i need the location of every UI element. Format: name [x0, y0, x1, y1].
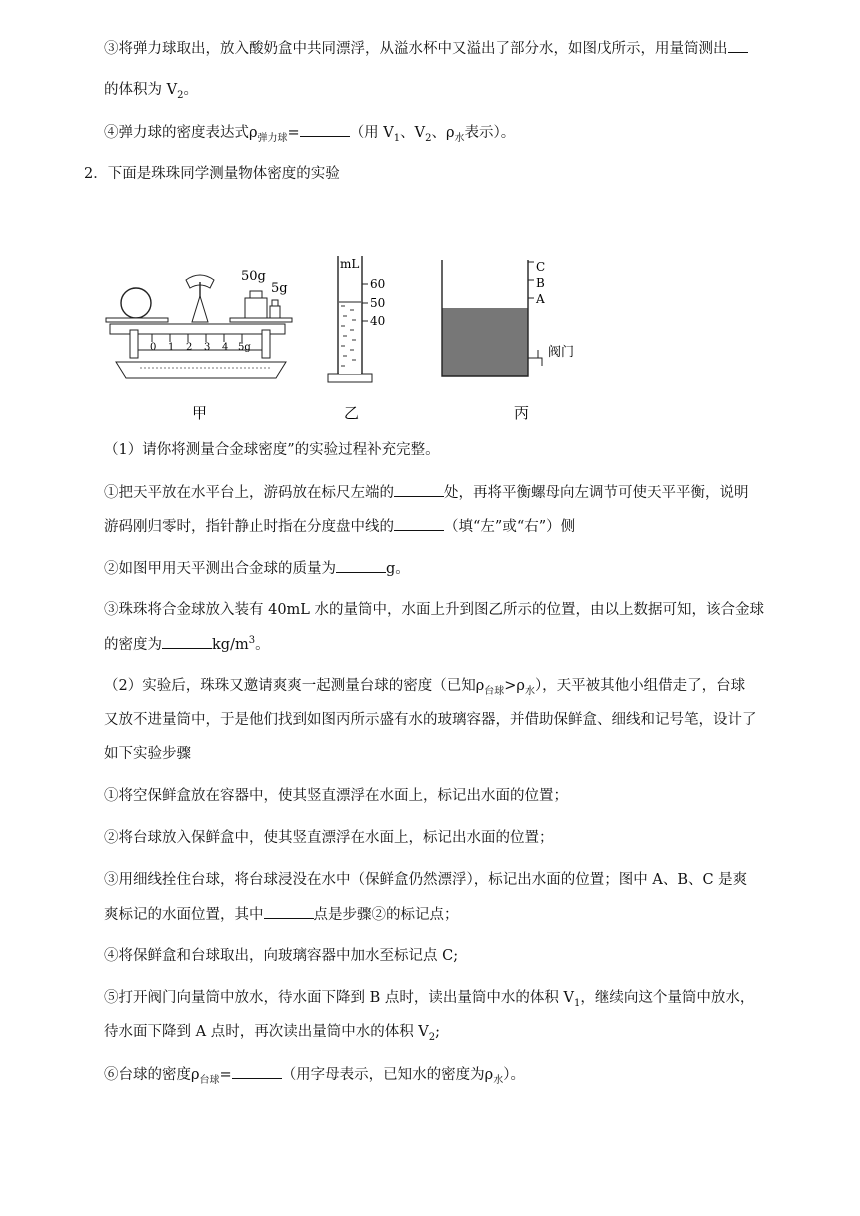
part1-title: （1）请你将测量合金球密度”的实验过程补充完整。 — [104, 442, 440, 458]
t2-line: ②将台球放入保鲜盒中，使其竖直漂浮在水面上，标记出水面的位置； — [104, 830, 554, 846]
part2-line3: 如下实验步骤 — [104, 746, 191, 762]
answer-blank[interactable] — [394, 516, 444, 531]
t3-line2: 爽标记的水面位置，其中 点是步骤②的标记点； — [104, 904, 459, 925]
t1-line: ①将空保鲜盒放在容器中，使其竖直漂浮在水面上，标记出水面的位置； — [104, 788, 568, 804]
mark-a: A — [536, 292, 545, 306]
mark-b: B — [536, 276, 545, 290]
step4-line: ④弹力球的密度表达式$\rho_{弹力球}=$ （用 $V_1$、$V_2$、$\rho_水$表示）。 — [104, 122, 515, 143]
cylinder-drawing — [328, 256, 385, 422]
scale-label-5g: 5g — [238, 342, 251, 353]
figure-svg — [100, 250, 580, 425]
t6-line: ⑥台球的密度$\rho_{台球}=$ （用字母表示，已知水的密度为$\rho_水$）。 — [104, 1064, 525, 1085]
t4-line: ④将保鲜盒和台球取出，向玻璃容器中加水至标记点 C; — [104, 948, 459, 964]
experiment-figure — [100, 250, 580, 425]
answer-blank[interactable] — [264, 904, 314, 919]
cylinder-mark-60: 60 — [370, 277, 386, 291]
step3-line1: ③将弹力球取出，放入酸奶盒中共同漂浮，从溢水杯中又溢出了部分水，如图戊所示，用量筒测出 — [104, 38, 748, 59]
caption-yi: 乙 — [344, 404, 360, 422]
cylinder-mark-40: 40 — [370, 314, 386, 328]
caption-jia: 甲 — [192, 404, 208, 422]
balance-drawing — [106, 269, 292, 422]
weight-50g-label: 50g — [241, 269, 266, 284]
t5-line1: ⑤打开阀门向量筒中放水，待水面下降到 B 点时，读出量筒中水的体积 $V_1$，继续向这个量筒中放水， — [104, 990, 755, 1009]
question-2-title: 2．下面是珠珠同学测量物体密度的实验 — [84, 166, 340, 182]
s2-line: ②如图甲用天平测出合金球的质量为 g。 — [104, 558, 410, 579]
caption-bing: 丙 — [514, 404, 530, 422]
answer-blank[interactable] — [232, 1064, 282, 1079]
answer-blank[interactable] — [336, 558, 386, 573]
step3-line2: 的体积为 $V_2$。 — [104, 82, 198, 101]
answer-blank[interactable] — [300, 122, 350, 137]
valve-label: 阀门 — [548, 345, 575, 360]
mark-c: C — [536, 260, 546, 274]
answer-blank[interactable] — [162, 634, 212, 649]
part2-line2: 又放不进量筒中，于是他们找到如图丙所示盛有水的玻璃容器，并借助保鲜盒、细线和记号笔，设计了 — [104, 712, 757, 728]
s3-line2: 的密度为 $kg/m^3$。 — [104, 635, 270, 653]
t5-line2: 待水面下降到 A 点时，再次读出量筒中水的体积 $V_2$; — [104, 1024, 441, 1043]
cylinder-unit: mL — [340, 257, 360, 271]
scale-label-0: 0 — [150, 342, 157, 353]
scale-label-1: 1 — [168, 342, 175, 353]
s3-line1: ③珠珠将合金球放入装有 40mL 水的量筒中，水面上升到图乙所示的位置，由以上数据可知，该合金球 — [104, 602, 765, 618]
answer-blank[interactable] — [728, 38, 748, 53]
part2-line1: （2）实验后，珠珠又邀请爽爽一起测量台球的密度（已知$\rho_{台球}>\rho_水$），天平被其他小组借走了，台球 — [104, 678, 746, 697]
weight-5g-label: 5g — [271, 281, 288, 296]
cylinder-mark-50: 50 — [370, 296, 386, 310]
s1-line2: 游码刚归零时，指针静止时指在分度盘中线的 （填“左”或“右”）侧 — [104, 516, 575, 537]
t3-line1: ③用细线拴住台球，将台球浸没在水中（保鲜盒仍然漂浮），标记出水面的位置；图中 A、B、C 是爽 — [104, 872, 748, 888]
scale-label-2: 2 — [186, 342, 193, 353]
s1-line1: ①把天平放在水平台上，游码放在标尺左端的 处，再将平衡螺母向左调节可使天平平衡，说明 — [104, 482, 749, 503]
scale-label-3: 3 — [204, 342, 211, 353]
container-drawing — [442, 260, 574, 422]
answer-blank[interactable] — [394, 482, 444, 497]
scale-label-4: 4 — [222, 342, 229, 353]
